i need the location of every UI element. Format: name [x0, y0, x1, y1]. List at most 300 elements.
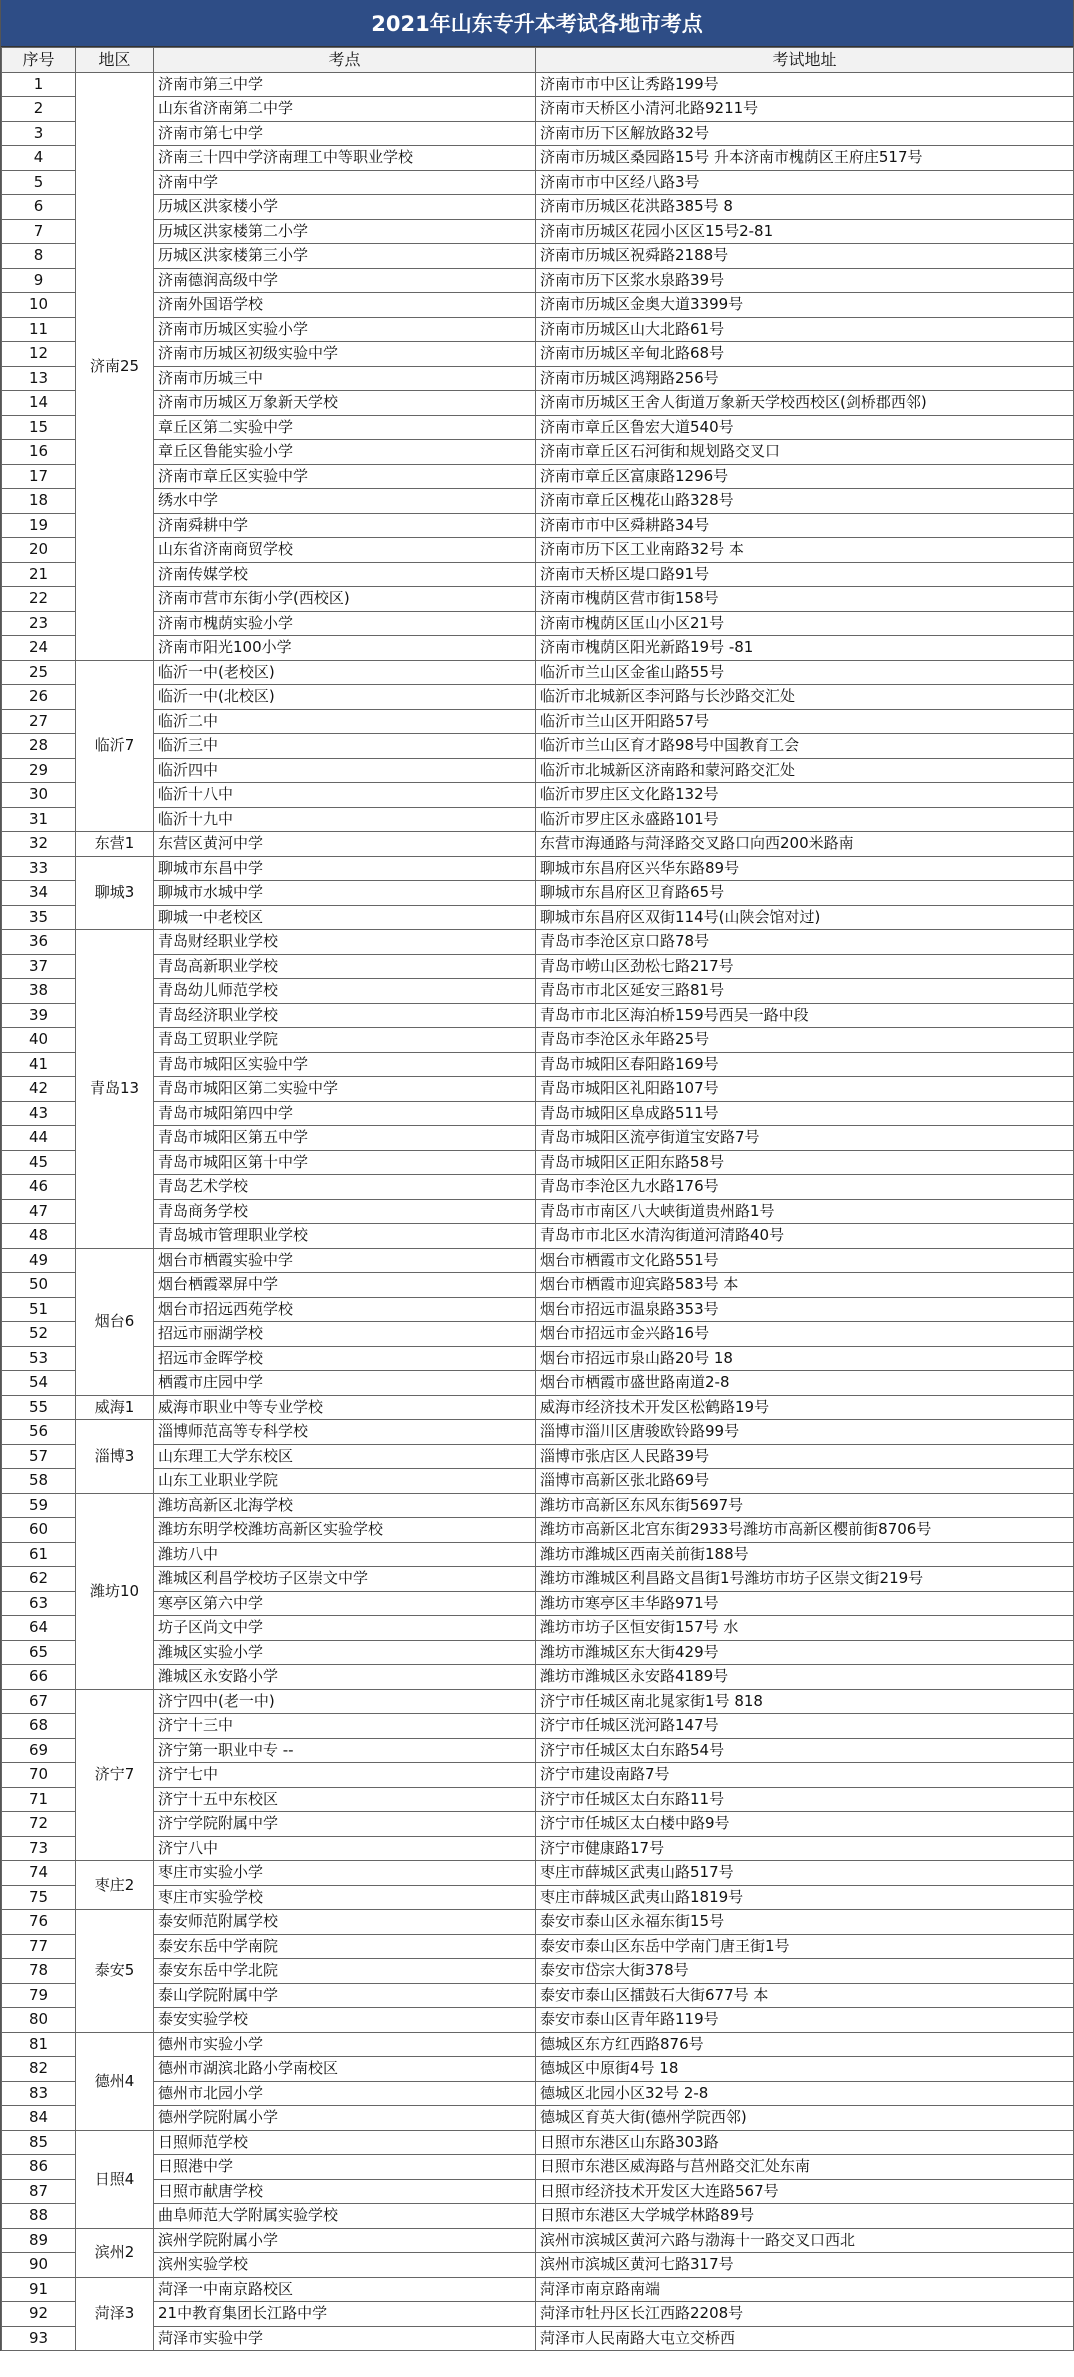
row-number: 7: [2, 219, 76, 244]
region-cell: 枣庄2: [76, 1861, 154, 1910]
address-cell: 东营市海通路与菏泽路交叉路口向西200米路南: [536, 832, 1074, 857]
table-row: [2, 2032, 1074, 2057]
table-row: [2, 1542, 1074, 1567]
table-row: [2, 97, 1074, 122]
site-cell: 临沂一中(老校区): [154, 660, 536, 685]
address-cell: 临沂市罗庄区文化路132号: [536, 783, 1074, 808]
table-row: [2, 2130, 1074, 2155]
site-cell: 济南外国语学校: [154, 293, 536, 318]
site-cell: 济宁十三中: [154, 1714, 536, 1739]
row-number: 5: [2, 170, 76, 195]
row-number: 66: [2, 1665, 76, 1690]
address-cell: 菏泽市南京路南端: [536, 2277, 1074, 2302]
region-cell: 东营1: [76, 832, 154, 857]
row-number: 58: [2, 1469, 76, 1494]
site-cell: 济南市第三中学: [154, 72, 536, 97]
table-row: [2, 1959, 1074, 1984]
address-cell: 济南市历城区祝舜路2188号: [536, 244, 1074, 269]
address-cell: 青岛市市北区水清沟街道河清路40号: [536, 1224, 1074, 1249]
table-row: [2, 562, 1074, 587]
site-cell: 历城区洪家楼第三小学: [154, 244, 536, 269]
header-site: 考点: [154, 48, 536, 73]
region-cell: 烟台6: [76, 1248, 154, 1395]
address-cell: 青岛市城阳区正阳东路58号: [536, 1150, 1074, 1175]
site-cell: 山东工业职业学院: [154, 1469, 536, 1494]
address-cell: 泰安市泰山区东岳中学南门唐王街1号: [536, 1934, 1074, 1959]
site-cell: 曲阜师范大学附属实验学校: [154, 2204, 536, 2229]
site-cell: 济宁学院附属中学: [154, 1812, 536, 1837]
address-cell: 淄博市高新区张北路69号: [536, 1469, 1074, 1494]
row-number: 63: [2, 1591, 76, 1616]
table-row: [2, 1763, 1074, 1788]
table-row: [2, 1346, 1074, 1371]
address-cell: 烟台市招远市金兴路16号: [536, 1322, 1074, 1347]
site-cell: 济南三十四中学济南理工中等职业学校: [154, 146, 536, 171]
address-cell: 泰安市泰山区青年路119号: [536, 2008, 1074, 2033]
region-cell: 德州4: [76, 2032, 154, 2130]
table-row: [2, 2155, 1074, 2180]
row-number: 20: [2, 538, 76, 563]
address-cell: 济宁市任城区南北晁家街1号 818: [536, 1689, 1074, 1714]
row-number: 22: [2, 587, 76, 612]
table-row: [2, 1591, 1074, 1616]
row-number: 11: [2, 317, 76, 342]
address-cell: 济南市章丘区石河街和规划路交叉口: [536, 440, 1074, 465]
table-row: [2, 587, 1074, 612]
site-cell: 潍城区实验小学: [154, 1640, 536, 1665]
address-cell: 青岛市城阳区春阳路169号: [536, 1052, 1074, 1077]
row-number: 73: [2, 1836, 76, 1861]
table-row: [2, 366, 1074, 391]
row-number: 2: [2, 97, 76, 122]
site-cell: 济南市阳光100小学: [154, 636, 536, 661]
table-row: [2, 881, 1074, 906]
table-row: [2, 1273, 1074, 1298]
site-cell: 青岛艺术学校: [154, 1175, 536, 1200]
region-cell: 滨州2: [76, 2228, 154, 2277]
region-cell: 济宁7: [76, 1689, 154, 1861]
row-number: 36: [2, 930, 76, 955]
address-cell: 聊城市东昌府区兴华东路89号: [536, 856, 1074, 881]
address-cell: 德城区育英大街(德州学院西邻): [536, 2106, 1074, 2131]
site-cell: 潍城区永安路小学: [154, 1665, 536, 1690]
site-cell: 泰安师范附属学校: [154, 1910, 536, 1935]
address-cell: 潍坊市坊子区恒安街157号 水: [536, 1616, 1074, 1641]
table-row: [2, 415, 1074, 440]
table-row: [2, 1077, 1074, 1102]
table-row: [2, 342, 1074, 367]
region-cell: 日照4: [76, 2130, 154, 2228]
site-cell: 青岛市城阳区实验中学: [154, 1052, 536, 1077]
site-cell: 青岛经济职业学校: [154, 1003, 536, 1028]
site-cell: 德州学院附属小学: [154, 2106, 536, 2131]
site-cell: 章丘区第二实验中学: [154, 415, 536, 440]
address-cell: 济南市历城区辛甸北路68号: [536, 342, 1074, 367]
row-number: 14: [2, 391, 76, 416]
table-row: [2, 1028, 1074, 1053]
site-cell: 济南中学: [154, 170, 536, 195]
row-number: 28: [2, 734, 76, 759]
site-cell: 青岛商务学校: [154, 1199, 536, 1224]
table-row: [2, 1738, 1074, 1763]
site-cell: 济南市历城三中: [154, 366, 536, 391]
row-number: 25: [2, 660, 76, 685]
site-cell: 聊城一中老校区: [154, 905, 536, 930]
row-number: 45: [2, 1150, 76, 1175]
site-cell: 21中教育集团长江路中学: [154, 2302, 536, 2327]
row-number: 87: [2, 2179, 76, 2204]
region-cell: 聊城3: [76, 856, 154, 930]
row-number: 70: [2, 1763, 76, 1788]
table-row: [2, 2008, 1074, 2033]
address-cell: 菏泽市人民南路大屯立交桥西: [536, 2326, 1074, 2351]
address-cell: 威海市经济技术开发区松鹤路19号: [536, 1395, 1074, 1420]
site-cell: 山东省济南第二中学: [154, 97, 536, 122]
site-cell: 招远市丽湖学校: [154, 1322, 536, 1347]
site-cell: 德州市实验小学: [154, 2032, 536, 2057]
address-cell: 烟台市招远市泉山路20号 18: [536, 1346, 1074, 1371]
address-cell: 济南市历城区桑园路15号 升本济南市槐荫区王府庄517号: [536, 146, 1074, 171]
table-row: [2, 391, 1074, 416]
table-row: [2, 734, 1074, 759]
site-cell: 历城区洪家楼小学: [154, 195, 536, 220]
table-row: [2, 2302, 1074, 2327]
address-cell: 济南市市中区让秀路199号: [536, 72, 1074, 97]
address-cell: 济南市历城区金奥大道3399号: [536, 293, 1074, 318]
table-row: [2, 685, 1074, 710]
table-row: [2, 1665, 1074, 1690]
table-row: [2, 1787, 1074, 1812]
region-cell: 潍坊10: [76, 1493, 154, 1689]
row-number: 72: [2, 1812, 76, 1837]
row-number: 24: [2, 636, 76, 661]
table-row: [2, 2057, 1074, 2082]
table-row: [2, 1689, 1074, 1714]
table-row: [2, 513, 1074, 538]
table-row: [2, 317, 1074, 342]
site-cell: 济南传媒学校: [154, 562, 536, 587]
site-cell: 潍坊高新区北海学校: [154, 1493, 536, 1518]
address-cell: 菏泽市牡丹区长江西路2208号: [536, 2302, 1074, 2327]
address-cell: 青岛市李沧区九水路176号: [536, 1175, 1074, 1200]
site-cell: 日照港中学: [154, 2155, 536, 2180]
row-number: 34: [2, 881, 76, 906]
row-number: 38: [2, 979, 76, 1004]
table-row: [2, 1371, 1074, 1396]
address-cell: 青岛市市南区八大峡街道贵州路1号: [536, 1199, 1074, 1224]
header-row: [2, 48, 1074, 73]
address-cell: 日照市东港区山东路303路: [536, 2130, 1074, 2155]
address-cell: 青岛市城阳区阜成路511号: [536, 1101, 1074, 1126]
site-cell: 烟台栖霞翠屏中学: [154, 1273, 536, 1298]
row-number: 59: [2, 1493, 76, 1518]
row-number: 41: [2, 1052, 76, 1077]
row-number: 46: [2, 1175, 76, 1200]
table-row: [2, 2081, 1074, 2106]
table-row: [2, 1640, 1074, 1665]
table-row: [2, 807, 1074, 832]
table-row: [2, 1812, 1074, 1837]
row-number: 9: [2, 268, 76, 293]
site-cell: 临沂二中: [154, 709, 536, 734]
table-row: [2, 2253, 1074, 2278]
address-cell: 济宁市任城区太白东路11号: [536, 1787, 1074, 1812]
row-number: 81: [2, 2032, 76, 2057]
address-cell: 潍坊市潍城区利昌路文昌街1号潍坊市坊子区崇文街219号: [536, 1567, 1074, 1592]
site-cell: 济南市槐荫实验小学: [154, 611, 536, 636]
table-row: [2, 1052, 1074, 1077]
table-row: [2, 1297, 1074, 1322]
row-number: 18: [2, 489, 76, 514]
site-cell: 临沂三中: [154, 734, 536, 759]
row-number: 27: [2, 709, 76, 734]
table-row: [2, 1224, 1074, 1249]
table-row: [2, 2106, 1074, 2131]
row-number: 92: [2, 2302, 76, 2327]
site-cell: 青岛高新职业学校: [154, 954, 536, 979]
table-row: [2, 856, 1074, 881]
address-cell: 德城区东方红西路876号: [536, 2032, 1074, 2057]
table-row: [2, 979, 1074, 1004]
row-number: 84: [2, 2106, 76, 2131]
address-cell: 济南市天桥区堤口路91号: [536, 562, 1074, 587]
address-cell: 潍坊市潍城区西南关前街188号: [536, 1542, 1074, 1567]
row-number: 26: [2, 685, 76, 710]
row-number: 56: [2, 1420, 76, 1445]
row-number: 32: [2, 832, 76, 857]
row-number: 33: [2, 856, 76, 881]
table-row: [2, 2179, 1074, 2204]
row-number: 76: [2, 1910, 76, 1935]
table-row: [2, 170, 1074, 195]
row-number: 80: [2, 2008, 76, 2033]
address-cell: 临沂市北城新区济南路和蒙河路交汇处: [536, 758, 1074, 783]
row-number: 79: [2, 1983, 76, 2008]
address-cell: 济南市历城区山大北路61号: [536, 317, 1074, 342]
address-cell: 潍坊市高新区东风东街5697号: [536, 1493, 1074, 1518]
address-cell: 烟台市招远市温泉路353号: [536, 1297, 1074, 1322]
region-cell: 临沂7: [76, 660, 154, 832]
table-row: [2, 636, 1074, 661]
table-row: [2, 1248, 1074, 1273]
header-num: 序号: [2, 48, 76, 73]
address-cell: 济南市历城区花洪路385号 8: [536, 195, 1074, 220]
table-row: [2, 1518, 1074, 1543]
row-number: 15: [2, 415, 76, 440]
table-row: [2, 1714, 1074, 1739]
table-row: [2, 1983, 1074, 2008]
row-number: 78: [2, 1959, 76, 1984]
row-number: 52: [2, 1322, 76, 1347]
address-cell: 日照市东港区威海路与莒州路交汇处东南: [536, 2155, 1074, 2180]
table-row: [2, 464, 1074, 489]
site-cell: 泰山学院附属中学: [154, 1983, 536, 2008]
address-cell: 聊城市东昌府区双街114号(山陕会馆对过): [536, 905, 1074, 930]
row-number: 61: [2, 1542, 76, 1567]
address-cell: 烟台市栖霞市文化路551号: [536, 1248, 1074, 1273]
table-row: [2, 1616, 1074, 1641]
site-cell: 青岛市城阳第四中学: [154, 1101, 536, 1126]
site-cell: 历城区洪家楼第二小学: [154, 219, 536, 244]
row-number: 67: [2, 1689, 76, 1714]
site-cell: 聊城市东昌中学: [154, 856, 536, 881]
site-cell: 潍坊东明学校潍坊高新区实验学校: [154, 1518, 536, 1543]
site-cell: 德州市北园小学: [154, 2081, 536, 2106]
address-cell: 济南市市中区舜耕路34号: [536, 513, 1074, 538]
address-cell: 临沂市兰山区金雀山路55号: [536, 660, 1074, 685]
site-cell: 枣庄市实验小学: [154, 1861, 536, 1886]
site-cell: 烟台市栖霞实验中学: [154, 1248, 536, 1273]
site-cell: 东营区黄河中学: [154, 832, 536, 857]
site-cell: 威海市职业中等专业学校: [154, 1395, 536, 1420]
row-number: 12: [2, 342, 76, 367]
site-cell: 青岛市城阳区第五中学: [154, 1126, 536, 1151]
site-cell: 临沂十八中: [154, 783, 536, 808]
region-cell: 泰安5: [76, 1910, 154, 2033]
table-row: [2, 244, 1074, 269]
row-number: 54: [2, 1371, 76, 1396]
row-number: 68: [2, 1714, 76, 1739]
row-number: 48: [2, 1224, 76, 1249]
header-address: 考试地址: [536, 48, 1074, 73]
address-cell: 济南市历下区工业南路32号 本: [536, 538, 1074, 563]
table-row: [2, 1150, 1074, 1175]
address-cell: 济南市章丘区富康路1296号: [536, 464, 1074, 489]
row-number: 39: [2, 1003, 76, 1028]
site-cell: 青岛市城阳区第十中学: [154, 1150, 536, 1175]
address-cell: 泰安市泰山区擂鼓石大街677号 本: [536, 1983, 1074, 2008]
address-cell: 枣庄市薛城区武夷山路517号: [536, 1861, 1074, 1886]
site-cell: 日照市献唐学校: [154, 2179, 536, 2204]
table-row: [2, 954, 1074, 979]
table-row: [2, 1885, 1074, 1910]
table-row: [2, 2277, 1074, 2302]
address-cell: 济宁市任城区太白楼中路9号: [536, 1812, 1074, 1837]
site-cell: 济南市历城区实验小学: [154, 317, 536, 342]
table-row: [2, 905, 1074, 930]
table-row: [2, 219, 1074, 244]
site-cell: 绣水中学: [154, 489, 536, 514]
row-number: 88: [2, 2204, 76, 2229]
address-cell: 青岛市市北区海泊桥159号西吴一路中段: [536, 1003, 1074, 1028]
address-cell: 青岛市城阳区礼阳路107号: [536, 1077, 1074, 1102]
address-cell: 德城区中原街4号 18: [536, 2057, 1074, 2082]
table-row: [2, 1395, 1074, 1420]
site-cell: 济南市第七中学: [154, 121, 536, 146]
table-row: [2, 2326, 1074, 2351]
site-cell: 济宁第一职业中专 --: [154, 1738, 536, 1763]
site-cell: 青岛幼儿师范学校: [154, 979, 536, 1004]
table-row: [2, 121, 1074, 146]
address-cell: 日照市经济技术开发区大连路567号: [536, 2179, 1074, 2204]
table-row: [2, 268, 1074, 293]
address-cell: 滨州市滨城区黄河六路与渤海十一路交叉口西北: [536, 2228, 1074, 2253]
row-number: 55: [2, 1395, 76, 1420]
row-number: 3: [2, 121, 76, 146]
table-row: [2, 489, 1074, 514]
row-number: 89: [2, 2228, 76, 2253]
address-cell: 潍坊市潍城区东大街429号: [536, 1640, 1074, 1665]
address-cell: 济南市槐荫区营市街158号: [536, 587, 1074, 612]
table-row: [2, 709, 1074, 734]
row-number: 4: [2, 146, 76, 171]
address-cell: 潍坊市寒亭区丰华路971号: [536, 1591, 1074, 1616]
row-number: 82: [2, 2057, 76, 2082]
row-number: 6: [2, 195, 76, 220]
address-cell: 枣庄市薛城区武夷山路1819号: [536, 1885, 1074, 1910]
address-cell: 济南市槐荫区阳光新路19号 -81: [536, 636, 1074, 661]
region-cell: 青岛13: [76, 930, 154, 1249]
address-cell: 济南市章丘区槐花山路328号: [536, 489, 1074, 514]
site-cell: 济南市章丘区实验中学: [154, 464, 536, 489]
site-cell: 泰安东岳中学北院: [154, 1959, 536, 1984]
row-number: 85: [2, 2130, 76, 2155]
site-cell: 济宁七中: [154, 1763, 536, 1788]
row-number: 13: [2, 366, 76, 391]
site-cell: 枣庄市实验学校: [154, 1885, 536, 1910]
sheet-title: 2021年山东专升本考试各地市考点: [1, 0, 1073, 47]
table-row: [2, 1175, 1074, 1200]
table-row: [2, 1101, 1074, 1126]
address-cell: 潍坊市高新区北宫东街2933号潍坊市高新区樱前街8706号: [536, 1518, 1074, 1543]
region-cell: 菏泽3: [76, 2277, 154, 2351]
table-row: [2, 1836, 1074, 1861]
table-row: [2, 832, 1074, 857]
site-cell: 日照师范学校: [154, 2130, 536, 2155]
row-number: 53: [2, 1346, 76, 1371]
address-cell: 滨州市滨城区黄河七路317号: [536, 2253, 1074, 2278]
table-row: [2, 1199, 1074, 1224]
site-cell: 滨州实验学校: [154, 2253, 536, 2278]
row-number: 40: [2, 1028, 76, 1053]
table-row: [2, 146, 1074, 171]
table-row: [2, 930, 1074, 955]
row-number: 19: [2, 513, 76, 538]
address-cell: 临沂市罗庄区永盛路101号: [536, 807, 1074, 832]
table-row: [2, 1420, 1074, 1445]
row-number: 37: [2, 954, 76, 979]
address-cell: 潍坊市潍城区永安路4189号: [536, 1665, 1074, 1690]
address-cell: 济南市章丘区鲁宏大道540号: [536, 415, 1074, 440]
address-cell: 淄博市淄川区唐骏欧铃路99号: [536, 1420, 1074, 1445]
row-number: 64: [2, 1616, 76, 1641]
row-number: 8: [2, 244, 76, 269]
site-cell: 滨州学院附属小学: [154, 2228, 536, 2253]
site-cell: 潍城区利昌学校坊子区崇文中学: [154, 1567, 536, 1592]
table-body: [2, 72, 1074, 2351]
site-cell: 寒亭区第六中学: [154, 1591, 536, 1616]
row-number: 83: [2, 2081, 76, 2106]
row-number: 49: [2, 1248, 76, 1273]
row-number: 30: [2, 783, 76, 808]
address-cell: 临沂市兰山区开阳路57号: [536, 709, 1074, 734]
site-cell: 临沂十九中: [154, 807, 536, 832]
row-number: 23: [2, 611, 76, 636]
row-number: 74: [2, 1861, 76, 1886]
table-row: [2, 1910, 1074, 1935]
table-row: [2, 1861, 1074, 1886]
table-row: [2, 1934, 1074, 1959]
address-cell: 临沂市兰山区育才路98号中国教育工会: [536, 734, 1074, 759]
row-number: 93: [2, 2326, 76, 2351]
site-cell: 青岛财经职业学校: [154, 930, 536, 955]
row-number: 75: [2, 1885, 76, 1910]
row-number: 91: [2, 2277, 76, 2302]
site-cell: 淄博师范高等专科学校: [154, 1420, 536, 1445]
site-cell: 济南市历城区初级实验中学: [154, 342, 536, 367]
row-number: 60: [2, 1518, 76, 1543]
table-row: [2, 72, 1074, 97]
